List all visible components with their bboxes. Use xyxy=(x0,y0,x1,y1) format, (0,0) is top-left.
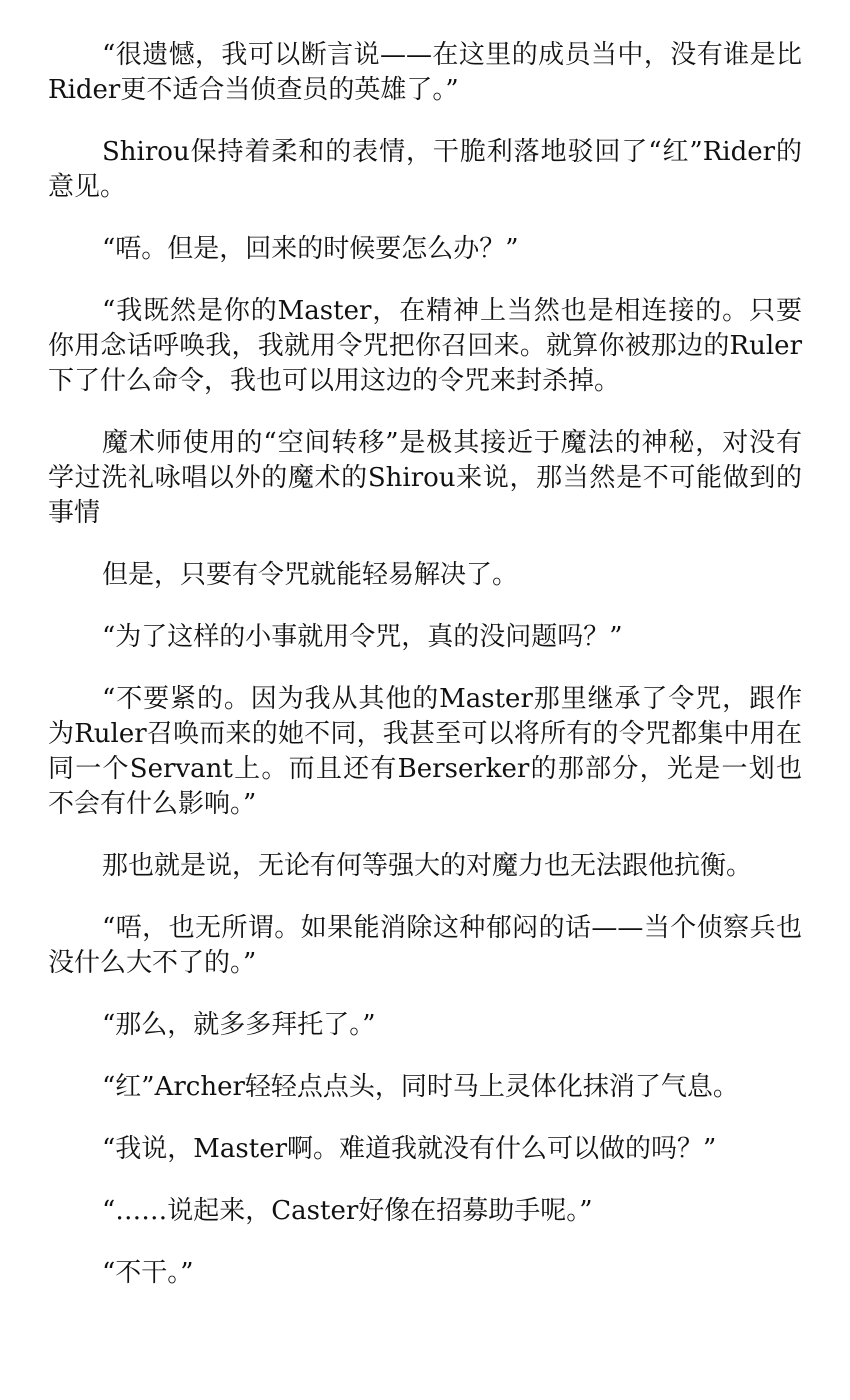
paragraph-4: “我既然是你的Master，在精神上当然也是相连接的。只要你用念话呼唤我，我就用令咒把你召回来。就算你被那边的Ruler下了什么命令，我也可以用这边的令咒来封杀掉。 xyxy=(48,296,802,396)
paragraph-2: Shirou保持着柔和的表情，干脆利落地驳回了“红”Rider的意见。 xyxy=(48,137,802,202)
novel-text-body xyxy=(48,38,802,1318)
paragraph-9: 那也就是说，无论有何等强大的对魔力也无法跟他抗衡。 xyxy=(102,851,753,881)
paragraph-5: 魔术师使用的“空间转移”是极其接近于魔法的神秘，对没有学过洗礼咏唱以外的魔术的Shirou来说，那当然是不可能做到的事情 xyxy=(48,428,802,528)
paragraph-7: “为了这样的小事就用令咒，真的没问题吗？” xyxy=(102,622,623,652)
paragraph-13: “我说，Master啊。难道我就没有什么可以做的吗？” xyxy=(102,1134,717,1164)
paragraph-10: “唔，也无所谓。如果能消除这种郁闷的话——当个侦察兵也没什么大不了的。” xyxy=(48,913,802,978)
paragraph-3: “唔。但是，回来的时候要怎么办？” xyxy=(102,234,519,264)
paragraph-6: 但是，只要有令咒就能轻易解决了。 xyxy=(102,560,519,590)
paragraph-1: “很遗憾，我可以断言说——在这里的成员当中，没有谁是比Rider更不适合当侦查员的英雄了。” xyxy=(48,40,802,105)
paragraph-11: “那么，就多多拜托了。” xyxy=(102,1010,376,1040)
paragraph-8: “不要紧的。因为我从其他的Master那里继承了令咒，跟作为Ruler召唤而来的她不同，我甚至可以将所有的令咒都集中用在同一个Servant上。而且还有Berserker的那部分，光是一划也不会有什么影响。” xyxy=(48,684,802,819)
paragraph-12: “红”Archer轻轻点点头，同时马上灵体化抹消了气息。 xyxy=(102,1072,739,1102)
paragraph-15: “不干。” xyxy=(102,1258,194,1288)
paragraph-14: “……说起来，Caster好像在招募助手呢。” xyxy=(102,1196,593,1226)
